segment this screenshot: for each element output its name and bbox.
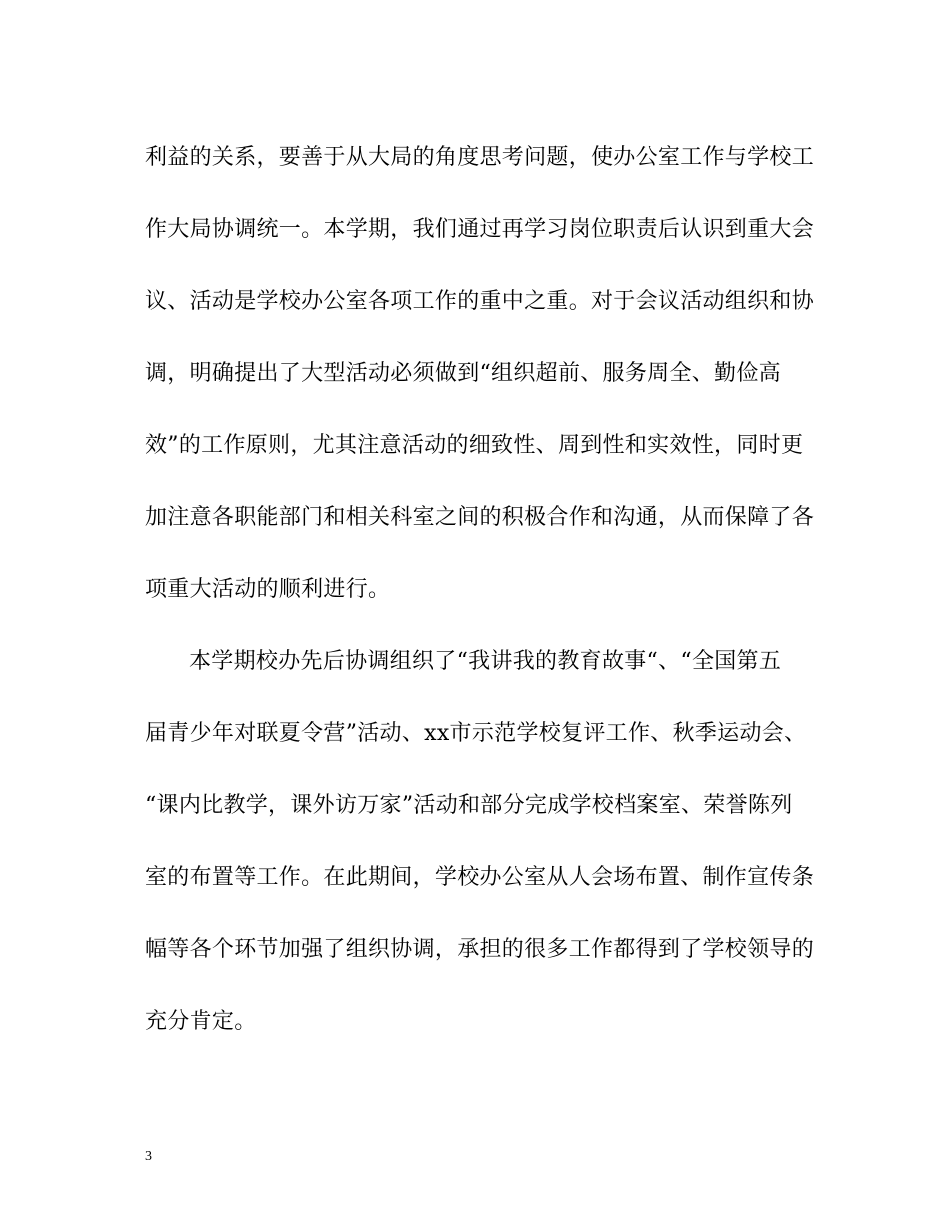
paragraph-line: “课内比教学，课外访万家”活动和部分完成学校档案室、荣誉陈列 [145, 793, 793, 818]
paragraph-line: 届青少年对联夏令营”活动、xx市示范学校复评工作、秋季运动会、 [145, 721, 807, 746]
paragraph-line: 室的布置等工作。在此期间，学校办公室从人会场布置、制作宣传条 [145, 865, 815, 890]
paragraph-line: 利益的关系，要善于从大局的角度思考问题，使办公室工作与学校工 [145, 145, 815, 170]
page-number: 3 [145, 1149, 152, 1164]
paragraph-line: 调，明确提出了大型活动必须做到“组织超前、服务周全、勤俭高 [145, 361, 781, 386]
paragraph-line: 效”的工作原则，尤其注意活动的细致性、周到性和实效性，同时更 [145, 433, 804, 458]
paragraph-line: 作大局协调统一。本学期，我们通过再学习岗位职责后认识到重大会 [145, 217, 815, 242]
paragraph-line: 项重大活动的顺利进行。 [145, 577, 391, 602]
paragraph-line: 幅等各个环节加强了组织协调，承担的很多工作都得到了学校领导的 [145, 937, 815, 962]
paragraph-line: 加注意各职能部门和相关科室之间的积极合作和沟通，从而保障了各 [145, 505, 815, 530]
paragraph-first-line: 本学期校办先后协调组织了“我讲我的教育故事“、“全国第五 [189, 649, 782, 674]
paragraph-line: 充分肯定。 [145, 1009, 257, 1034]
paragraph-line: 议、活动是学校办公室各项工作的重中之重。对于会议活动组织和协 [145, 289, 815, 314]
